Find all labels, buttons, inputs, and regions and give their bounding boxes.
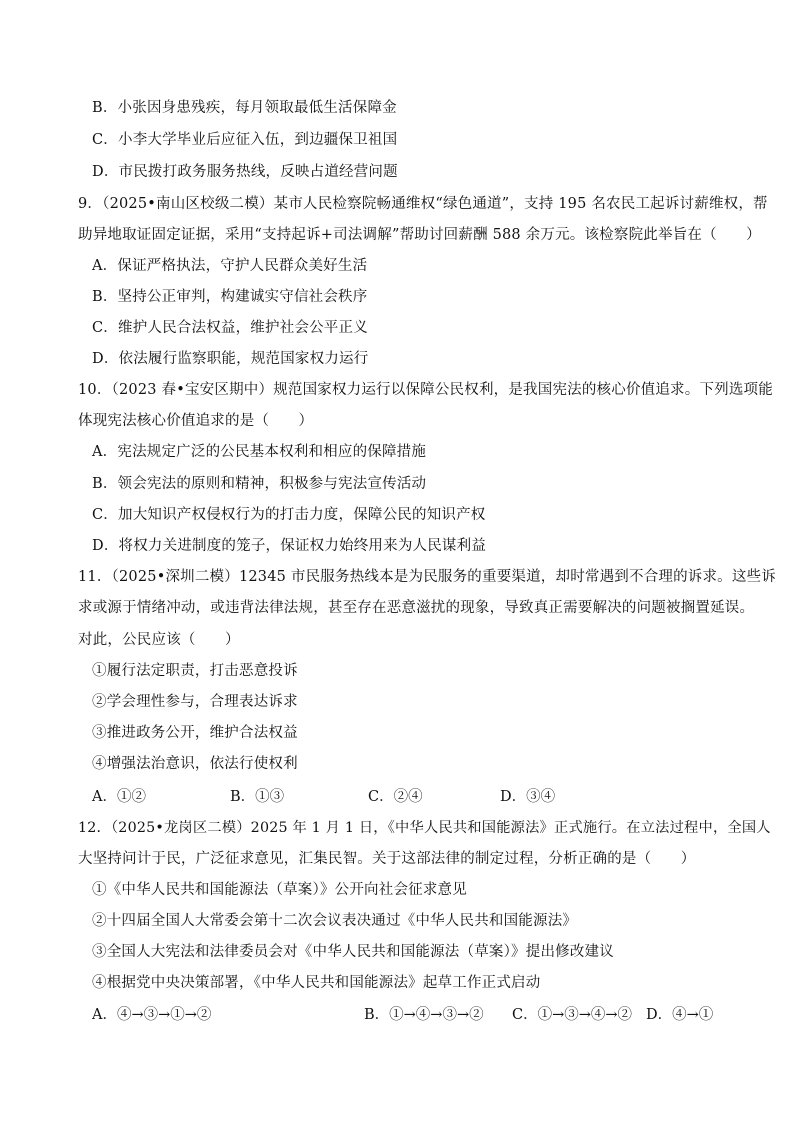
q10-option-b: B．领会宪法的原则和精神，积极参与宪法宣传活动 <box>92 476 427 492</box>
q12-item-2: ②十四届全国人大常委会第十二次会议表决通过《中华人民共和国能源法》 <box>92 913 578 929</box>
q11-item-3: ③推进政务公开，维护合法权益 <box>92 725 298 741</box>
q10-option-c: C．加大知识产权侵权行为的打击力度，保障公民的知识产权 <box>92 507 486 523</box>
q12-choice-d: D．④→① <box>646 1007 714 1023</box>
q12-choice-a: A．④→③→①→② <box>92 1007 212 1023</box>
q10-option-d: D．将权力关进制度的笼子，保证权力始终用来为人民谋利益 <box>92 538 487 554</box>
q11-item-1: ①履行法定职责，打击恶意投诉 <box>92 663 298 679</box>
q12-item-1: ①《中华人民共和国能源法（草案）》公开向社会征求意见 <box>92 882 467 898</box>
q10-stem-line2: 体现宪法核心价值追求的是（ ） <box>78 413 314 429</box>
q11-choice-c: C．②④ <box>368 789 423 805</box>
q12-stem-line1: 12．（2025•龙岗区二模）2025 年 1 月 1 日，《中华人民共和国能源法》正式施行。在立法过程中，全国人 <box>78 820 771 836</box>
q12-stem-line2: 大坚持问计于民，广泛征求意见，汇集民智。关于这部法律的制定过程，分析正确的是（ ） <box>78 851 696 867</box>
q9-stem-line1: 9．（2025•南山区校级二模）某市人民检察院畅通维权“绿色通道”，支持 195 名农民工起诉讨薪维权，帮 <box>78 196 768 212</box>
q10-stem-line1: 10．（2023 春•宝安区期中）规范国家权力运行以保障公民权利，是我国宪法的核心价值追求。下列选项能 <box>78 382 773 398</box>
q12-choice-c: C．①→③→④→② <box>512 1007 633 1023</box>
q11-choice-a: A．①② <box>92 789 146 805</box>
q11-item-4: ④增强法治意识，依法行使权利 <box>92 756 298 772</box>
q12-item-4: ④根据党中央决策部署，《中华人民共和国能源法》起草工作正式启动 <box>92 975 541 991</box>
q11-stem-line2: 求或源于情绪冲动，或违背法律法规，甚至存在恶意滋扰的现象，导致真正需要解决的问题被搁置延误。 <box>78 600 755 616</box>
q11-choice-d: D．③④ <box>500 789 556 805</box>
q11-stem-line1: 11．（2025•深圳二模）12345 市民服务热线本是为民服务的重要渠道，却时常遇到不合理的诉求。这些诉 <box>78 569 776 585</box>
q8-option-c: C．小李大学毕业后应征入伍，到边疆保卫祖国 <box>92 132 398 148</box>
q9-option-b: B．坚持公正审判，构建诚实守信社会秩序 <box>92 289 368 305</box>
q10-option-a: A．宪法规定广泛的公民基本权利和相应的保障措施 <box>92 444 427 460</box>
q8-option-b: B．小张因身患残疾，每月领取最低生活保障金 <box>92 100 397 116</box>
q12-item-3: ③全国人大宪法和法律委员会对《中华人民共和国能源法（草案）》提出修改建议 <box>92 944 614 960</box>
q9-option-c: C．维护人民合法权益，维护社会公平正义 <box>92 320 368 336</box>
q11-item-2: ②学会理性参与，合理表达诉求 <box>92 694 298 710</box>
q9-stem-line2: 助异地取证固定证据，采用“支持起诉+司法调解”帮助讨回薪酬 588 余万元。该检察院此举旨在（ ） <box>78 227 761 243</box>
q12-choice-b: B．①→④→③→② <box>364 1007 484 1023</box>
q11-stem-line3: 对此，公民应该（ ） <box>78 632 240 648</box>
q8-option-d: D．市民拨打政务服务热线，反映占道经营问题 <box>92 164 398 180</box>
q9-option-d: D．依法履行监察职能，规范国家权力运行 <box>92 351 369 367</box>
q9-option-a: A．保证严格执法，守护人民群众美好生活 <box>92 258 368 274</box>
q11-choice-b: B．①③ <box>230 789 285 805</box>
